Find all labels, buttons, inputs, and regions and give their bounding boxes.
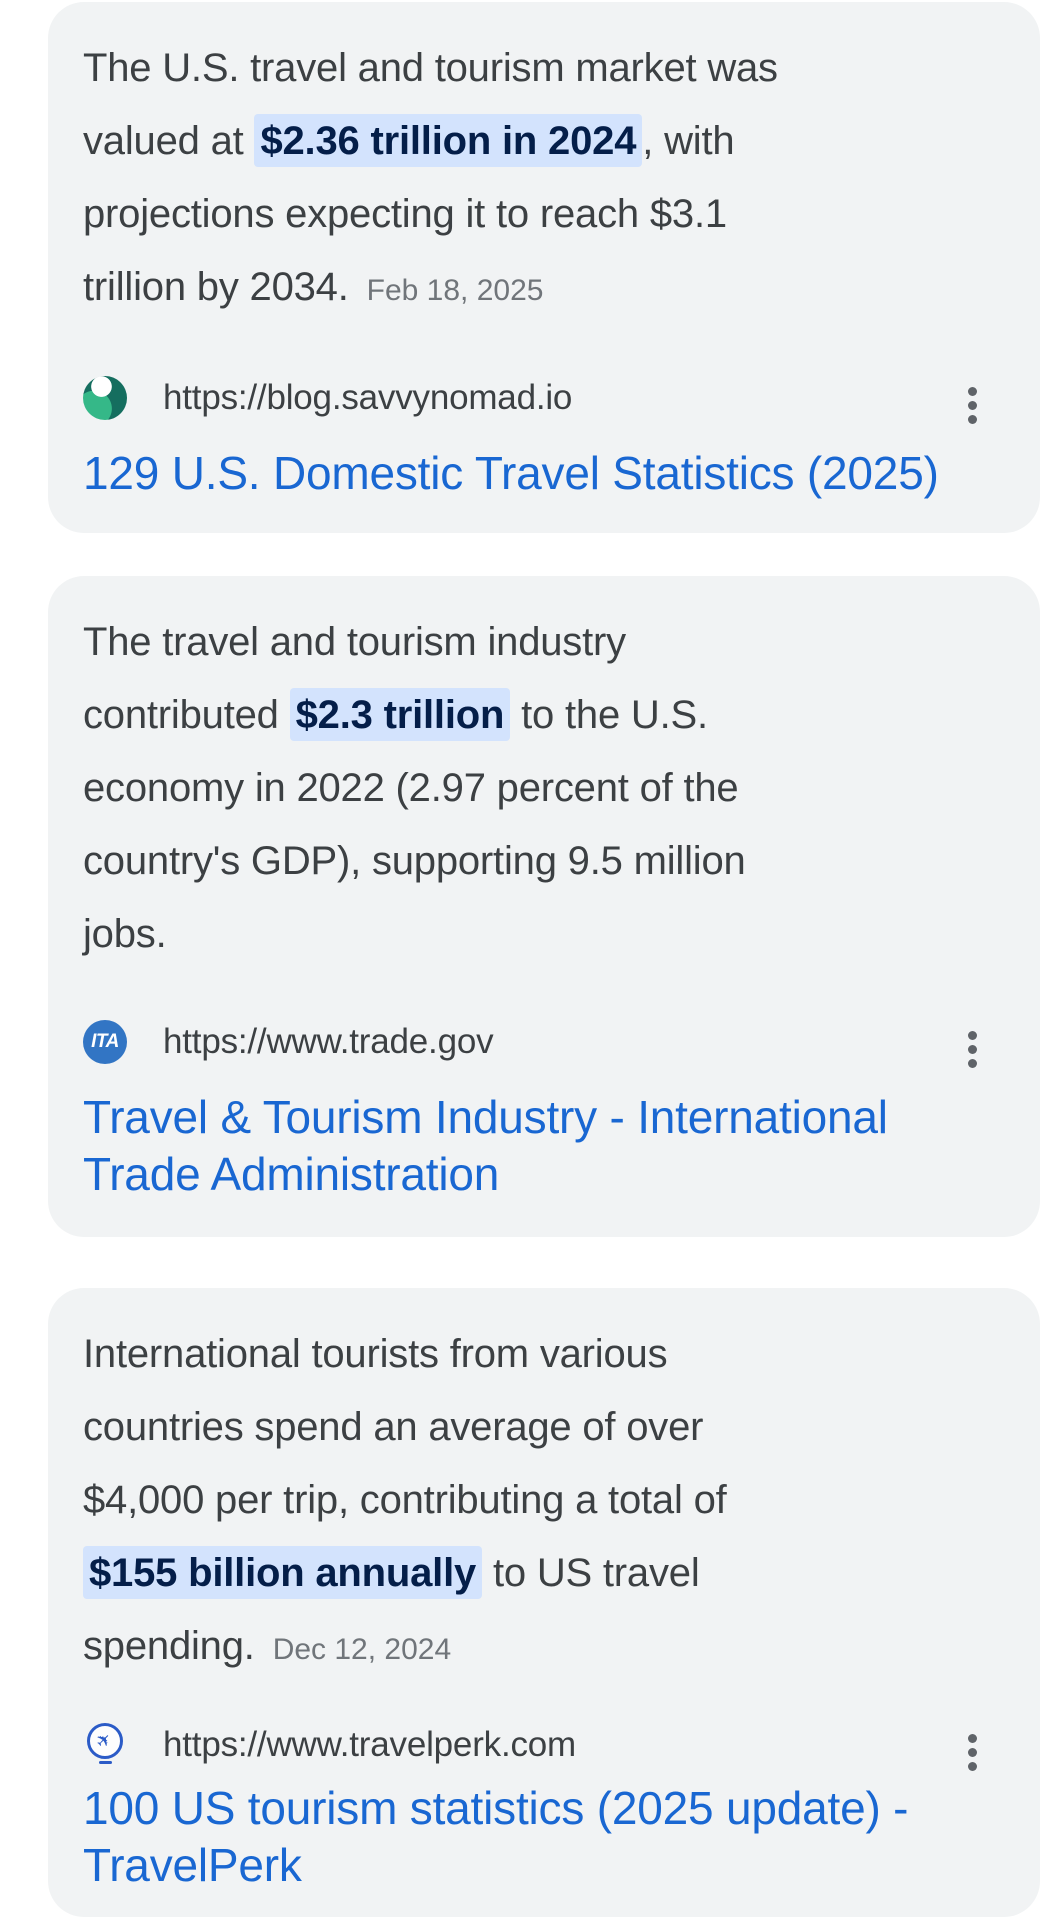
highlighted-text: $2.3 trillion [290, 688, 511, 741]
highlighted-text: $2.36 trillion in 2024 [254, 114, 642, 167]
snippet-text [83, 32, 813, 327]
snippet-date: Feb 18, 2025 [366, 274, 544, 307]
lightbulb-icon [87, 1723, 123, 1759]
highlighted-text: $155 billion annually [83, 1546, 482, 1599]
snippet-post-text: to US travel spending. [83, 1551, 700, 1668]
search-result-card [48, 2, 1040, 533]
snippet-date: Dec 12, 2024 [272, 1633, 452, 1666]
snippet-pre-text: The travel and tourism industry contributed [83, 620, 626, 737]
more-options-button[interactable] [964, 1730, 981, 1775]
snippet-post-text: to the U.S. economy in 2022 (2.97 percent of the country's GDP), supporting 9.5 million jobs. [83, 693, 746, 956]
ita-favicon-icon: ITA [83, 1020, 127, 1064]
source-row [83, 1722, 1005, 1768]
travelperk-favicon-icon [83, 1723, 127, 1767]
source-url[interactable]: https://blog.savvynomad.io [163, 378, 573, 417]
result-title-link[interactable]: 100 US tourism statistics (2025 update) - TravelPerk [83, 1782, 909, 1891]
search-result-card [48, 1288, 1040, 1917]
result-title-link[interactable]: 129 U.S. Domestic Travel Statistics (2025) [83, 447, 939, 499]
snippet-pre-text: The U.S. travel and tourism market was valued at [83, 46, 778, 163]
lightbulb-base-icon [99, 1761, 112, 1764]
more-options-button[interactable] [964, 1027, 981, 1072]
search-result-card [48, 576, 1040, 1237]
savvynomad-favicon-icon [83, 376, 127, 420]
result-title-link[interactable]: Travel & Tourism Industry - International Trade Administration [83, 1091, 888, 1200]
more-options-button[interactable] [964, 383, 981, 428]
source-url[interactable]: https://www.travelperk.com [163, 1725, 576, 1764]
snippet-text [83, 1318, 813, 1686]
source-url[interactable]: https://www.trade.gov [163, 1022, 494, 1061]
snippet-text [83, 606, 813, 971]
source-row [83, 1019, 1005, 1065]
airplane-icon: ✈ [91, 1727, 118, 1754]
source-row [83, 375, 1005, 421]
snippet-pre-text: International tourists from various countries spend an average of over $4,000 per trip, contributing a total of [83, 1332, 727, 1522]
snippet-post-text: , with projections expecting it to reach $3.1 trillion by 2034. [83, 119, 735, 309]
